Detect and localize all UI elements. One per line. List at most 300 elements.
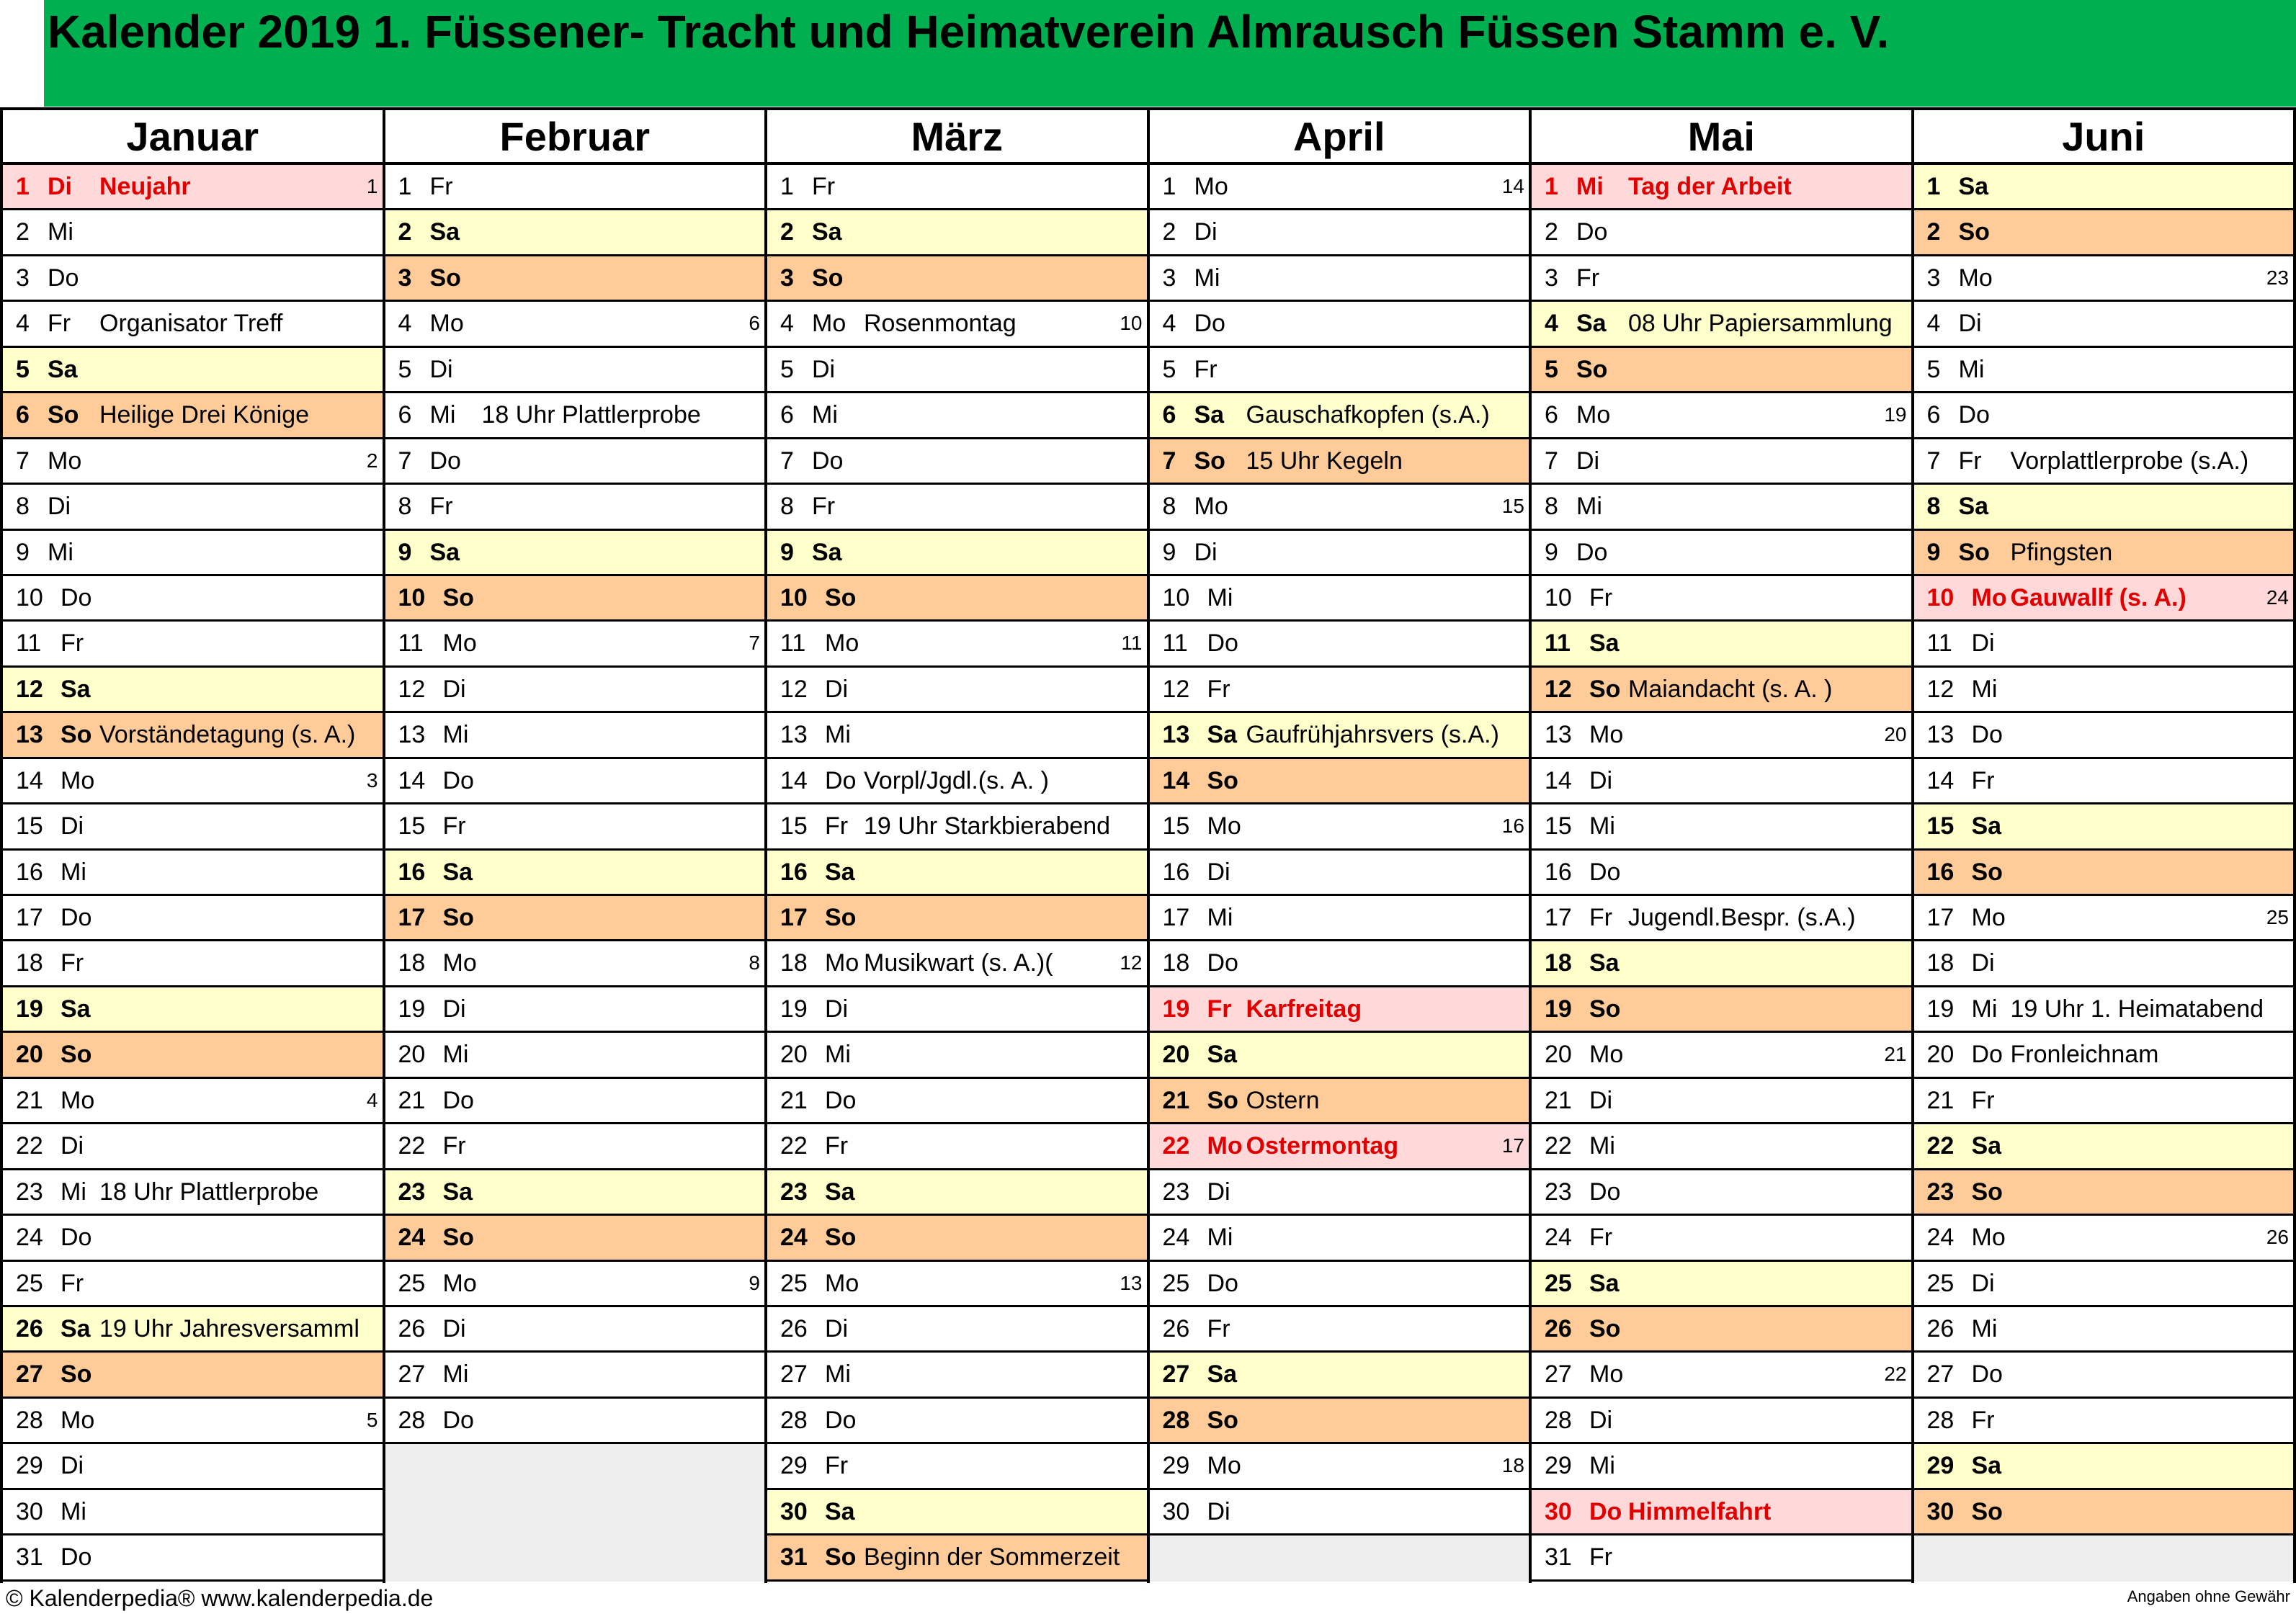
calendar-grid: [0, 107, 2296, 1583]
weekday: Do: [812, 447, 844, 475]
weekday: Fr: [1589, 904, 1613, 931]
day-number: 12: [1545, 675, 1572, 703]
day-number: 13: [1162, 721, 1190, 749]
day-number: 20: [16, 1041, 43, 1069]
day-number: 1: [16, 173, 30, 200]
day-row: [1150, 759, 1529, 804]
weekday: So: [442, 583, 474, 611]
day-number: 15: [398, 812, 426, 840]
event-label: 18 Uhr Plattlerprobe: [481, 401, 701, 429]
weekday: Do: [825, 766, 857, 794]
day-row: [767, 1353, 1147, 1398]
weekday: So: [442, 904, 474, 931]
event-label: 19 Uhr Jahresversamml: [99, 1314, 359, 1342]
weekday: Mo: [1958, 264, 1993, 292]
weekday: So: [61, 1041, 92, 1069]
day-row: [767, 804, 1147, 850]
day-row: [385, 622, 765, 667]
weekday: Mi: [1971, 675, 1998, 703]
day-row: [3, 987, 383, 1033]
weekday: Sa: [1971, 1132, 2002, 1160]
day-row: [1532, 1124, 1911, 1170]
day-number: 24: [398, 1224, 426, 1252]
weekday: Di: [825, 1314, 849, 1342]
weekday: Fr: [1589, 1543, 1613, 1572]
week-number: 2: [366, 449, 378, 472]
event-label: Vorpl/Jgdl.(s. A. ): [864, 766, 1049, 794]
empty-day-cell: [385, 1444, 765, 1489]
day-row: [767, 485, 1147, 530]
weekday: Sa: [1589, 1269, 1620, 1297]
day-row: [385, 1124, 765, 1170]
weekday: Mo: [442, 949, 477, 977]
day-number: 19: [780, 995, 808, 1023]
month-column-februar: [385, 110, 768, 1583]
day-row: [385, 1216, 765, 1261]
week-number: 10: [1120, 312, 1143, 335]
weekday: Do: [1207, 1269, 1238, 1297]
day-row: [1532, 256, 1911, 302]
day-row: [1914, 851, 2294, 896]
day-number: 3: [1162, 264, 1176, 292]
day-number: 5: [780, 355, 794, 383]
event-label: Ostern: [1246, 1086, 1320, 1114]
weekday: Fr: [825, 812, 849, 840]
event-label: Jugendl.Bespr. (s.A.): [1628, 904, 1856, 931]
weekday: Mi: [442, 721, 469, 749]
day-number: 29: [1162, 1452, 1190, 1480]
day-number: 22: [1545, 1132, 1572, 1160]
weekday: Do: [442, 1406, 474, 1434]
weekday: Mo: [429, 310, 464, 338]
weekday: Mo: [1971, 1224, 2006, 1252]
day-row: [385, 1170, 765, 1216]
day-row: [1914, 576, 2294, 622]
day-row: [1150, 1124, 1529, 1170]
weekday: Di: [61, 812, 84, 840]
day-number: 10: [1926, 583, 1955, 611]
day-number: 1: [1926, 173, 1941, 200]
day-number: 13: [16, 721, 43, 749]
day-row: [1150, 302, 1529, 347]
day-number: 12: [1162, 675, 1190, 703]
weekday: Do: [1589, 1497, 1622, 1525]
day-number: 5: [1545, 355, 1558, 383]
event-label: Ostermontag: [1246, 1132, 1399, 1160]
event-label: Vorständetagung (s. A.): [99, 721, 356, 749]
month-header: März: [767, 110, 1147, 165]
week-number: 5: [366, 1408, 378, 1431]
day-row: [3, 210, 383, 256]
day-number: 22: [1926, 1132, 1955, 1160]
day-number: 8: [398, 493, 412, 521]
weekday: Fr: [61, 629, 84, 658]
day-number: 29: [1545, 1452, 1572, 1480]
day-number: 6: [1926, 401, 1941, 429]
day-row: [3, 256, 383, 302]
weekday: Di: [1971, 949, 1995, 977]
day-row: [767, 1170, 1147, 1216]
weekday: Do: [61, 583, 92, 611]
day-row: [1150, 941, 1529, 987]
day-row: [385, 1033, 765, 1078]
day-number: 24: [780, 1224, 808, 1252]
weekday: Mo: [1576, 401, 1611, 429]
weekday: Do: [1576, 218, 1608, 246]
weekday: Sa: [1207, 1041, 1238, 1069]
day-row: [385, 987, 765, 1033]
weekday: Do: [1207, 629, 1238, 658]
weekday: Di: [48, 493, 71, 521]
weekday: Mo: [1194, 493, 1228, 521]
week-number: 21: [1884, 1043, 1907, 1066]
weekday: Mi: [1207, 904, 1233, 931]
day-row: [3, 668, 383, 713]
weekday: Di: [1207, 1178, 1230, 1206]
copyright-footer: © Kalenderpedia® www.kalenderpedia.de: [6, 1585, 434, 1611]
day-number: 30: [1926, 1497, 1955, 1525]
weekday: Sa: [1971, 1452, 2002, 1480]
day-number: 17: [1926, 904, 1955, 931]
day-row: [385, 1079, 765, 1124]
day-number: 10: [398, 583, 426, 611]
weekday: Sa: [429, 218, 460, 246]
day-row: [1914, 210, 2294, 256]
day-number: 12: [16, 675, 43, 703]
weekday: Sa: [1958, 493, 1989, 521]
event-label: Neujahr: [99, 173, 191, 200]
weekday: Mo: [1589, 721, 1624, 749]
day-row: [3, 1079, 383, 1124]
day-number: 22: [1162, 1132, 1190, 1160]
day-number: 3: [1926, 264, 1941, 292]
day-row: [1914, 1307, 2294, 1353]
day-number: 22: [16, 1132, 43, 1160]
weekday: Fr: [1207, 995, 1232, 1023]
weekday: Mi: [1576, 173, 1604, 200]
day-number: 17: [16, 904, 43, 931]
weekday: Mo: [1589, 1360, 1624, 1389]
day-row: [3, 1124, 383, 1170]
day-row: [767, 1307, 1147, 1353]
weekday: Do: [1576, 538, 1608, 566]
day-number: 14: [1162, 766, 1190, 794]
day-row: [3, 393, 383, 439]
day-row: [1150, 1033, 1529, 1078]
day-row: [3, 485, 383, 530]
day-number: 25: [398, 1269, 426, 1297]
weekday: Mo: [442, 629, 477, 658]
day-number: 11: [16, 629, 42, 658]
weekday: Sa: [48, 355, 78, 383]
weekday: Mi: [1971, 995, 1998, 1023]
weekday: Di: [442, 995, 466, 1023]
day-number: 19: [16, 995, 43, 1023]
day-number: 2: [1926, 218, 1941, 246]
weekday: So: [1194, 447, 1225, 475]
event-label: Heilige Drei Könige: [99, 401, 310, 429]
day-number: 29: [16, 1452, 43, 1480]
day-row: [1532, 1535, 1911, 1581]
day-row: [1914, 1262, 2294, 1307]
day-number: 2: [780, 218, 794, 246]
day-row: [767, 713, 1147, 758]
day-row: [1532, 1444, 1911, 1489]
day-number: 21: [16, 1086, 43, 1114]
day-row: [1150, 1079, 1529, 1124]
day-row: [767, 210, 1147, 256]
weekday: Di: [1971, 1269, 1995, 1297]
weekday: Fr: [1207, 1314, 1230, 1342]
empty-day-cell: [385, 1490, 765, 1535]
weekday: Sa: [812, 538, 842, 566]
weekday: Sa: [61, 995, 91, 1023]
week-number: 9: [749, 1271, 760, 1294]
day-row: [1532, 165, 1911, 210]
day-number: 3: [780, 264, 794, 292]
month-header: April: [1150, 110, 1529, 165]
day-row: [385, 759, 765, 804]
month-column-juni: [1914, 110, 2296, 1583]
day-row: [767, 1079, 1147, 1124]
event-label: Fronleichnam: [2010, 1041, 2159, 1069]
day-row: [1914, 348, 2294, 393]
day-number: 28: [780, 1406, 808, 1434]
weekday: So: [1589, 1314, 1621, 1342]
day-number: 11: [1162, 629, 1188, 658]
day-number: 1: [1545, 173, 1558, 200]
day-number: 20: [1162, 1041, 1190, 1069]
day-number: 4: [1545, 310, 1558, 338]
day-number: 13: [1545, 721, 1572, 749]
weekday: So: [429, 264, 461, 292]
weekday: Mo: [1589, 1041, 1624, 1069]
day-row: [1150, 1490, 1529, 1535]
weekday: Mi: [1207, 583, 1233, 611]
weekday: Mi: [61, 858, 86, 886]
week-number: 22: [1884, 1363, 1907, 1386]
day-number: 6: [780, 401, 794, 429]
weekday: Di: [825, 675, 849, 703]
day-row: [1150, 668, 1529, 713]
day-number: 13: [398, 721, 426, 749]
day-row: [1150, 210, 1529, 256]
day-row: [767, 1262, 1147, 1307]
weekday: Fr: [1589, 1224, 1613, 1252]
calendar-title: Kalender 2019 1. Füssener- Tracht und Heimatverein Almrausch Füssen Stamm e. V.: [48, 6, 1890, 58]
day-number: 21: [398, 1086, 426, 1114]
weekday: Do: [825, 1406, 857, 1434]
weekday: Di: [1194, 218, 1218, 246]
day-number: 29: [1926, 1452, 1955, 1480]
day-row: [1914, 393, 2294, 439]
day-row: [3, 1399, 383, 1444]
day-number: 15: [780, 812, 808, 840]
week-number: 3: [366, 768, 378, 792]
day-row: [1914, 485, 2294, 530]
week-number: 26: [2266, 1226, 2289, 1249]
weekday: Sa: [825, 858, 855, 886]
weekday: So: [61, 1360, 92, 1389]
day-row: [385, 485, 765, 530]
day-row: [767, 1444, 1147, 1489]
day-row: [3, 576, 383, 622]
day-row: [385, 393, 765, 439]
day-number: 8: [780, 493, 794, 521]
disclaimer-footer: Angaben ohne Gewähr: [2127, 1587, 2290, 1605]
day-number: 2: [16, 218, 30, 246]
weekday: Mo: [1207, 1452, 1241, 1480]
day-row: [1914, 1033, 2294, 1078]
day-row: [767, 256, 1147, 302]
day-number: 18: [1926, 949, 1955, 977]
day-row: [767, 941, 1147, 987]
weekday: Di: [825, 995, 849, 1023]
day-number: 19: [398, 995, 426, 1023]
weekday: Mi: [429, 401, 456, 429]
weekday: Do: [1971, 1360, 2003, 1389]
day-number: 12: [398, 675, 426, 703]
week-number: 4: [366, 1088, 378, 1111]
weekday: Mo: [1207, 812, 1241, 840]
weekday: Mi: [1958, 355, 1985, 383]
week-number: 16: [1501, 815, 1524, 838]
weekday: Di: [61, 1452, 84, 1480]
event-label: 08 Uhr Papiersammlung: [1628, 310, 1893, 338]
day-number: 3: [16, 264, 30, 292]
day-row: [1914, 1079, 2294, 1124]
day-number: 9: [1926, 538, 1941, 566]
weekday: Sa: [1971, 812, 2002, 840]
weekday: Mo: [812, 310, 847, 338]
day-number: 16: [1926, 858, 1955, 886]
weekday: Sa: [1194, 401, 1225, 429]
day-number: 10: [16, 583, 43, 611]
day-number: 23: [1162, 1178, 1190, 1206]
week-number: 20: [1884, 723, 1907, 746]
day-row: [385, 1307, 765, 1353]
weekday: Mo: [1971, 904, 2006, 931]
day-number: 18: [780, 949, 808, 977]
weekday: Mi: [442, 1360, 469, 1389]
weekday: Mi: [825, 1360, 851, 1389]
day-number: 20: [1926, 1041, 1955, 1069]
day-row: [1150, 851, 1529, 896]
week-number: 1: [366, 175, 378, 197]
day-row: [1914, 1399, 2294, 1444]
day-row: [3, 1353, 383, 1398]
weekday: Mi: [1589, 1132, 1615, 1160]
weekday: So: [1576, 355, 1608, 383]
day-row: [1150, 896, 1529, 941]
weekday: Fr: [429, 493, 453, 521]
weekday: Fr: [825, 1132, 849, 1160]
weekday: Mi: [1589, 812, 1615, 840]
day-number: 24: [16, 1224, 43, 1252]
day-row: [1532, 1079, 1911, 1124]
weekday: Mo: [825, 629, 859, 658]
week-number: 11: [1121, 632, 1143, 655]
event-label: Vorplattlerprobe (s.A.): [2010, 447, 2249, 475]
day-number: 16: [780, 858, 808, 886]
day-number: 6: [1545, 401, 1558, 429]
empty-day-cell: [385, 1535, 765, 1581]
day-number: 4: [1162, 310, 1176, 338]
day-number: 8: [1162, 493, 1176, 521]
day-number: 26: [1162, 1314, 1190, 1342]
day-number: 19: [1926, 995, 1955, 1023]
weekday: Sa: [1207, 1360, 1238, 1389]
day-row: [385, 210, 765, 256]
day-number: 18: [1545, 949, 1572, 977]
day-number: 1: [398, 173, 412, 200]
weekday: So: [1971, 1178, 2003, 1206]
weekday: Sa: [61, 675, 91, 703]
day-number: 15: [1162, 812, 1190, 840]
day-number: 15: [1926, 812, 1955, 840]
day-number: 27: [398, 1360, 426, 1389]
weekday: Sa: [429, 538, 460, 566]
day-row: [1914, 941, 2294, 987]
day-number: 9: [398, 538, 412, 566]
weekday: Do: [1971, 721, 2003, 749]
weekday: So: [61, 721, 92, 749]
week-number: 14: [1501, 175, 1524, 197]
weekday: Mo: [61, 1406, 95, 1434]
weekday: Mo: [1971, 583, 2007, 611]
day-number: 30: [1162, 1497, 1190, 1525]
weekday: Mi: [1971, 1314, 1998, 1342]
weekday: Mi: [1194, 264, 1220, 292]
day-row: [1532, 1399, 1911, 1444]
day-row: [385, 804, 765, 850]
weekday: Fr: [61, 949, 84, 977]
day-number: 23: [16, 1178, 43, 1206]
day-row: [385, 1262, 765, 1307]
day-row: [3, 348, 383, 393]
day-row: [1532, 622, 1911, 667]
day-number: 9: [16, 538, 30, 566]
day-row: [767, 348, 1147, 393]
weekday: Mo: [48, 447, 82, 475]
day-number: 14: [1545, 766, 1572, 794]
day-row: [1914, 165, 2294, 210]
day-row: [3, 1216, 383, 1261]
day-number: 23: [1926, 1178, 1955, 1206]
day-row: [385, 896, 765, 941]
weekday: Mo: [442, 1269, 477, 1297]
day-row: [1150, 804, 1529, 850]
day-number: 28: [1926, 1406, 1955, 1434]
day-row: [1914, 1444, 2294, 1489]
day-number: 21: [1545, 1086, 1572, 1114]
day-number: 28: [16, 1406, 43, 1434]
weekday: Mo: [825, 1269, 859, 1297]
weekday: Di: [1576, 447, 1600, 475]
day-number: 8: [16, 493, 30, 521]
weekday: Di: [442, 675, 466, 703]
day-number: 3: [1545, 264, 1558, 292]
day-row: [1532, 210, 1911, 256]
day-number: 2: [398, 218, 412, 246]
weekday: Do: [1194, 310, 1225, 338]
day-row: [1914, 256, 2294, 302]
day-row: [1914, 1216, 2294, 1261]
day-row: [1532, 1170, 1911, 1216]
day-row: [3, 1490, 383, 1535]
day-number: 11: [398, 629, 424, 658]
day-row: [1150, 1444, 1529, 1489]
